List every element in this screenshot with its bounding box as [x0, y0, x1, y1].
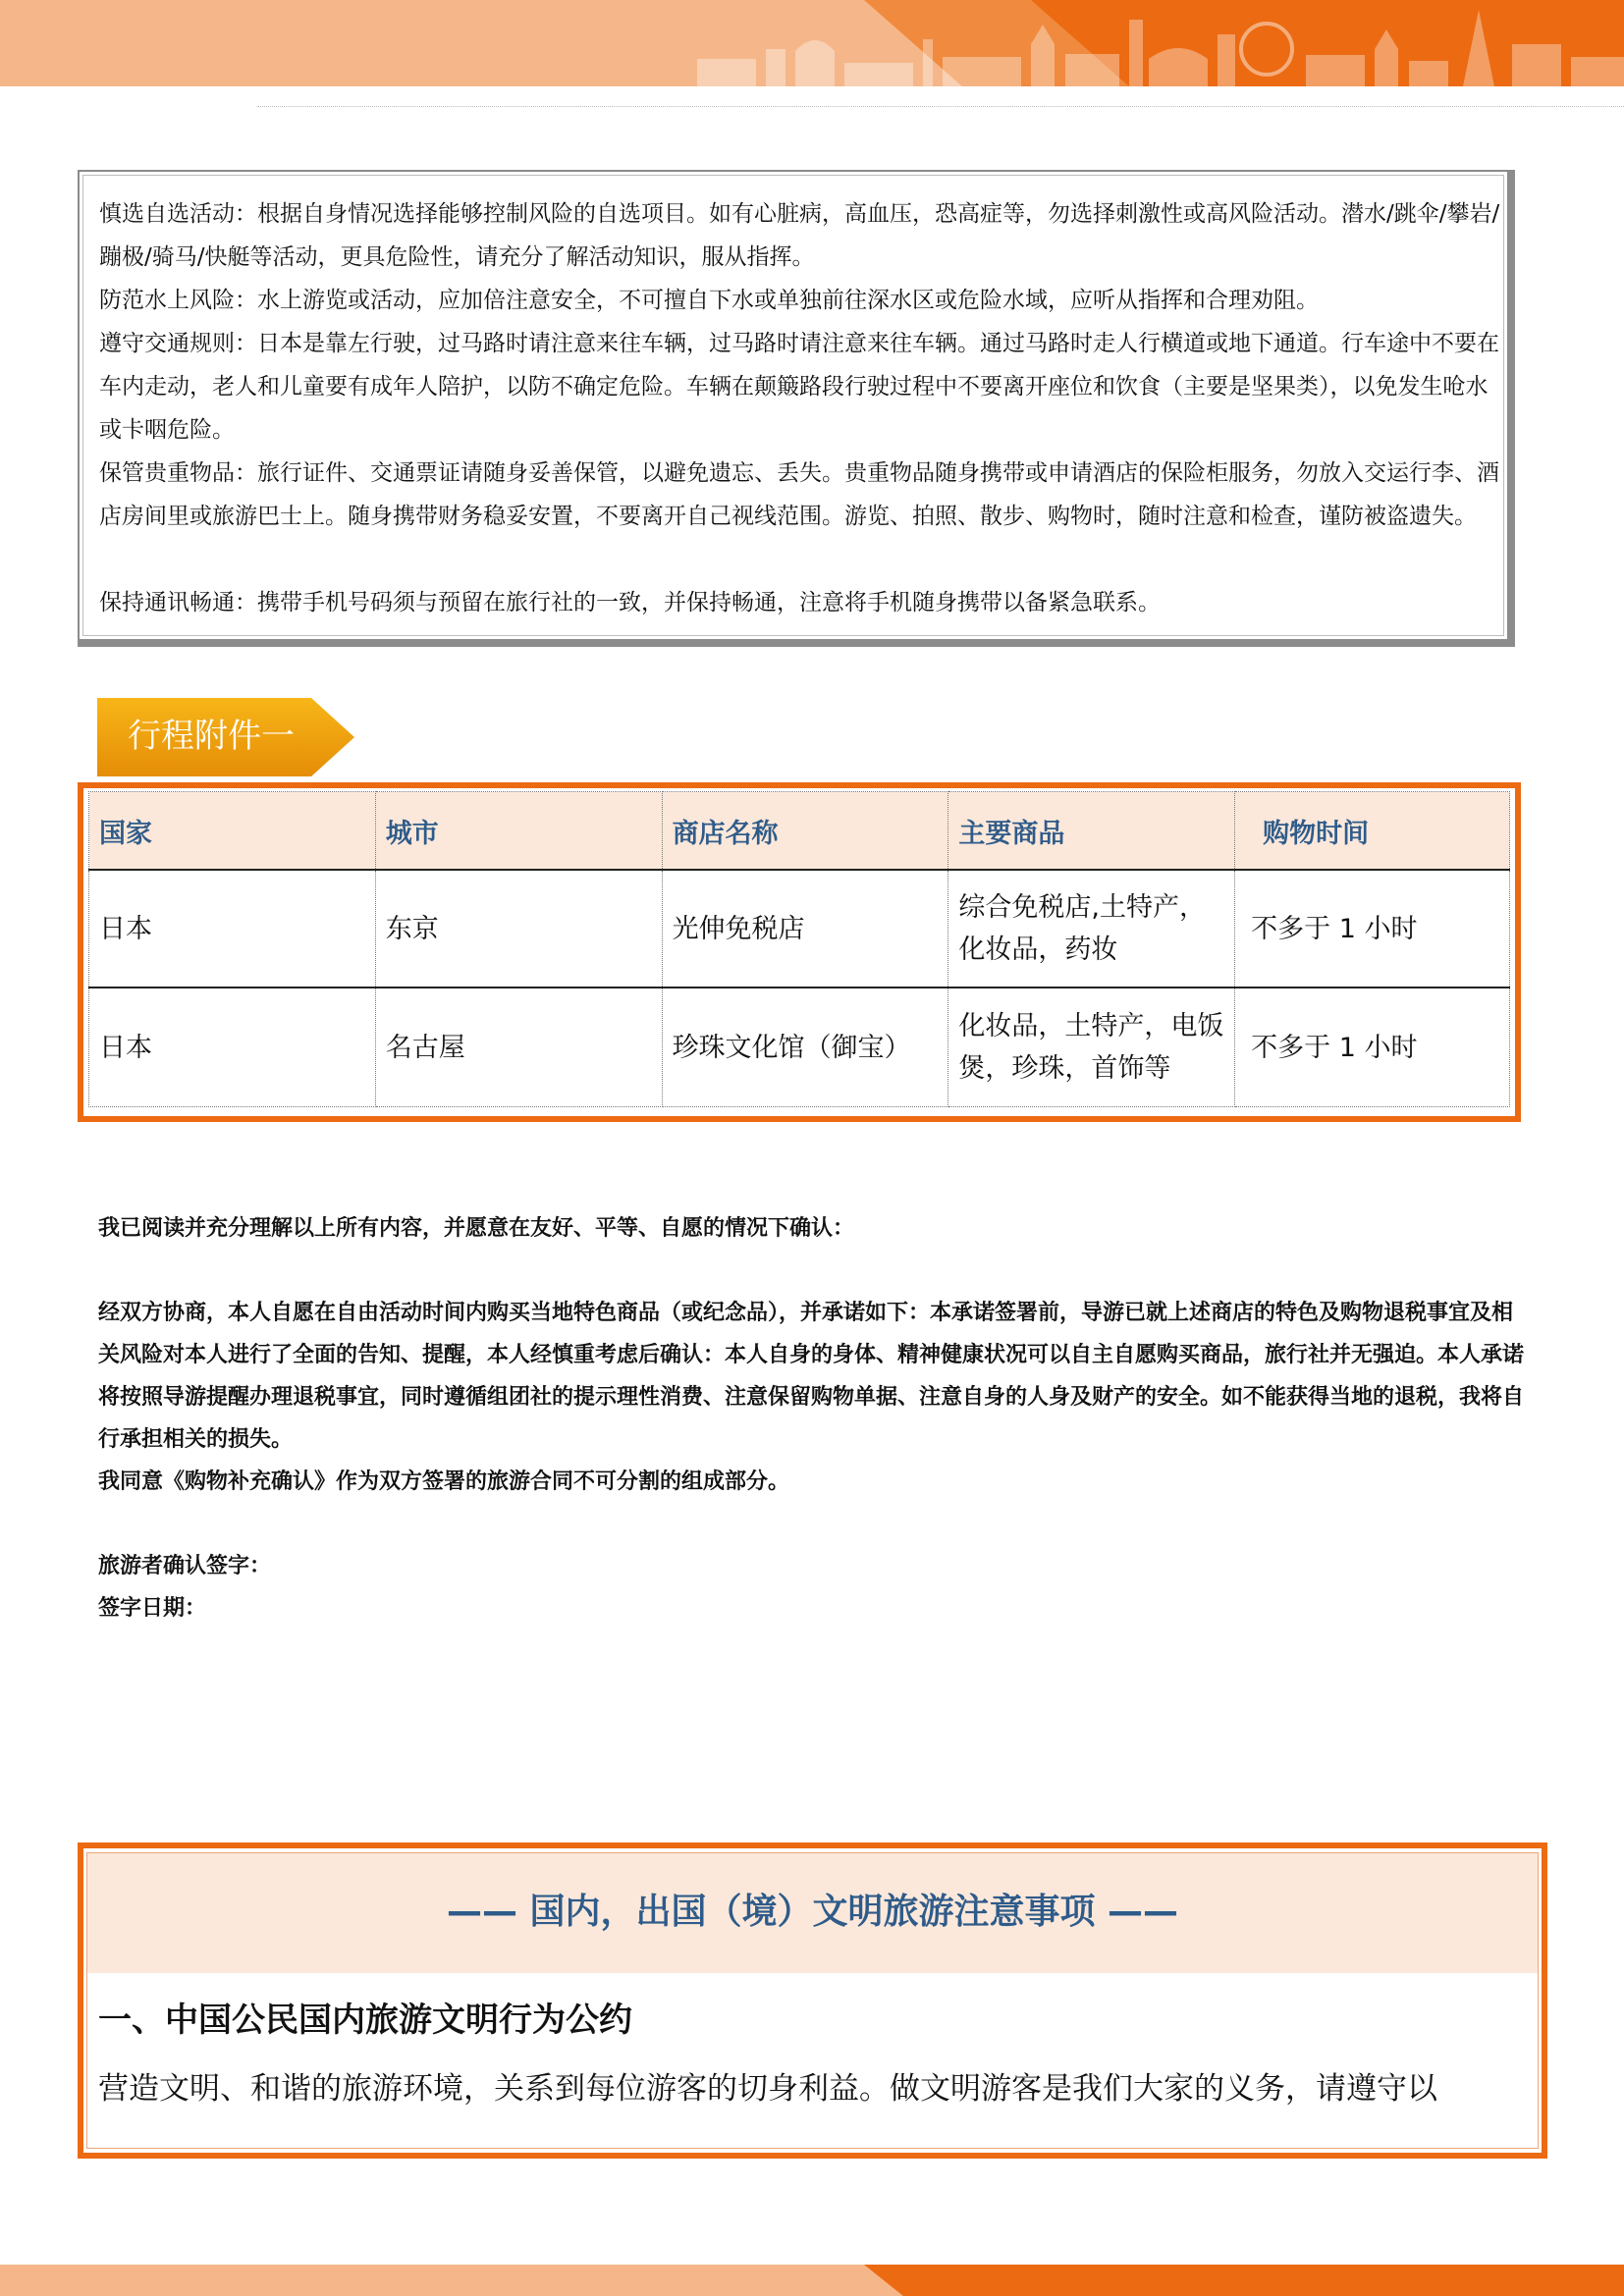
- cell-shopping-time: 不多于 1 小时: [1235, 870, 1510, 988]
- civility-section-heading: 一、中国公民国内旅游文明行为公约: [98, 2001, 632, 2040]
- cell-shopping-time: 不多于 1 小时: [1235, 988, 1510, 1107]
- cell-main-goods: 综合免税店,土特产，化妆品，药妆: [948, 870, 1235, 988]
- civility-title: —— 国内，出国（境）文明旅游注意事项 ——: [446, 1892, 1179, 1932]
- signature-label: 旅游者确认签字：: [98, 1554, 272, 1578]
- city-skyline-icon: [687, 0, 1624, 86]
- notice-optional-activities: 慎选自选活动：根据自身情况选择能够控制风险的自选项目。如有心脏病，高血压，恐高症等，勿选择刺激性或高风险活动。潜水/跳伞/攀岩/蹦极/骑马/快艇等活动，更具危险性，请充分了解活动知识，服从指挥。: [99, 201, 1500, 270]
- confirm-body: 经双方协商，本人自愿在自由活动时间内购买当地特色商品（或纪念品），并承诺如下：本承诺签署前，导游已就上述商店的特色及购物退税事宜及相关风险对本人进行了全面的告知、提醒，本人经慎重考虑后确认：本人自身的身体、精神健康状况可以自主自愿购买商品，旅行社并无强迫。本人承诺将按照导游提醒办理退税事宜，同时遵循组团社的提示理性消费、注意保留购物单据、注意自身的人身及财产的安全。如不能获得当地的退税，我将自行承担相关的损失。: [98, 1301, 1525, 1452]
- sign-date-label: 签字日期：: [98, 1596, 207, 1621]
- table-row: [89, 870, 1510, 988]
- notice-valuables: 保管贵重物品：旅行证件、交通票证请随身妥善保管，以避免遗忘、丢失。贵重物品随身携带或申请酒店的保险柜服务，勿放入交运行李、酒店房间里或旅游巴士上。随身携带财务稳妥安置，不要离开自己视线范围。游览、拍照、散步、购物时，随时注意和检查，谨防被盗遗失。: [99, 460, 1499, 529]
- section-tag-label: 行程附件一: [128, 717, 295, 756]
- header-banner: [0, 0, 1624, 86]
- footer-banner: [0, 2265, 1624, 2296]
- confirm-agree: 我同意《购物补充确认》作为双方签署的旅游合同不可分割的组成部分。: [98, 1469, 790, 1494]
- table-header-row: [89, 792, 1510, 871]
- header-country: 国家: [89, 792, 376, 871]
- cell-country: 日本: [89, 988, 376, 1107]
- cell-main-goods: 化妆品，土特产，电饭煲，珍珠，首饰等: [948, 988, 1235, 1107]
- cell-shop-name: 珍珠文化馆（御宝）: [662, 988, 948, 1107]
- header-shop-name: 商店名称: [662, 792, 948, 871]
- header-divider: [257, 106, 1624, 107]
- cell-shop-name: 光伸免税店: [662, 870, 948, 988]
- shop-table: [88, 791, 1510, 1107]
- cell-country: 日本: [89, 870, 376, 988]
- table-row: [89, 988, 1510, 1107]
- header-shopping-time: 购物时间: [1235, 792, 1510, 871]
- notice-communication: 保持通讯畅通：携带手机号码须与预留在旅行社的一致，并保持畅通，注意将手机随身携带以备紧急联系。: [99, 590, 1161, 615]
- header-city: 城市: [375, 792, 662, 871]
- notice-traffic-rules: 遵守交通规则：日本是靠左行驶，过马路时请注意来往车辆，过马路时请注意来往车辆。通过马路时走人行横道或地下通道。行车途中不要在车内走动，老人和儿童要有成年人陪护，以防不确定危险。车辆在颠簸路段行驶过程中不要离开座位和饮食（主要是坚果类），以免发生呛水或卡咽危险。: [99, 331, 1499, 443]
- header-main-goods: 主要商品: [948, 792, 1235, 871]
- notice-water-safety: 防范水上风险：水上游览或活动，应加倍注意安全，不可擅自下水或单独前往深水区或危险水域，应听从指挥和合理劝阻。: [99, 288, 1319, 313]
- civility-paragraph: 营造文明、和谐的旅游环境，关系到每位游客的切身利益。做文明游客是我们大家的义务，请遵守以: [98, 2071, 1437, 2107]
- cell-city: 名古屋: [375, 988, 662, 1107]
- cell-city: 东京: [375, 870, 662, 988]
- confirm-intro: 我已阅读并充分理解以上所有内容，并愿意在友好、平等、自愿的情况下确认：: [98, 1216, 855, 1241]
